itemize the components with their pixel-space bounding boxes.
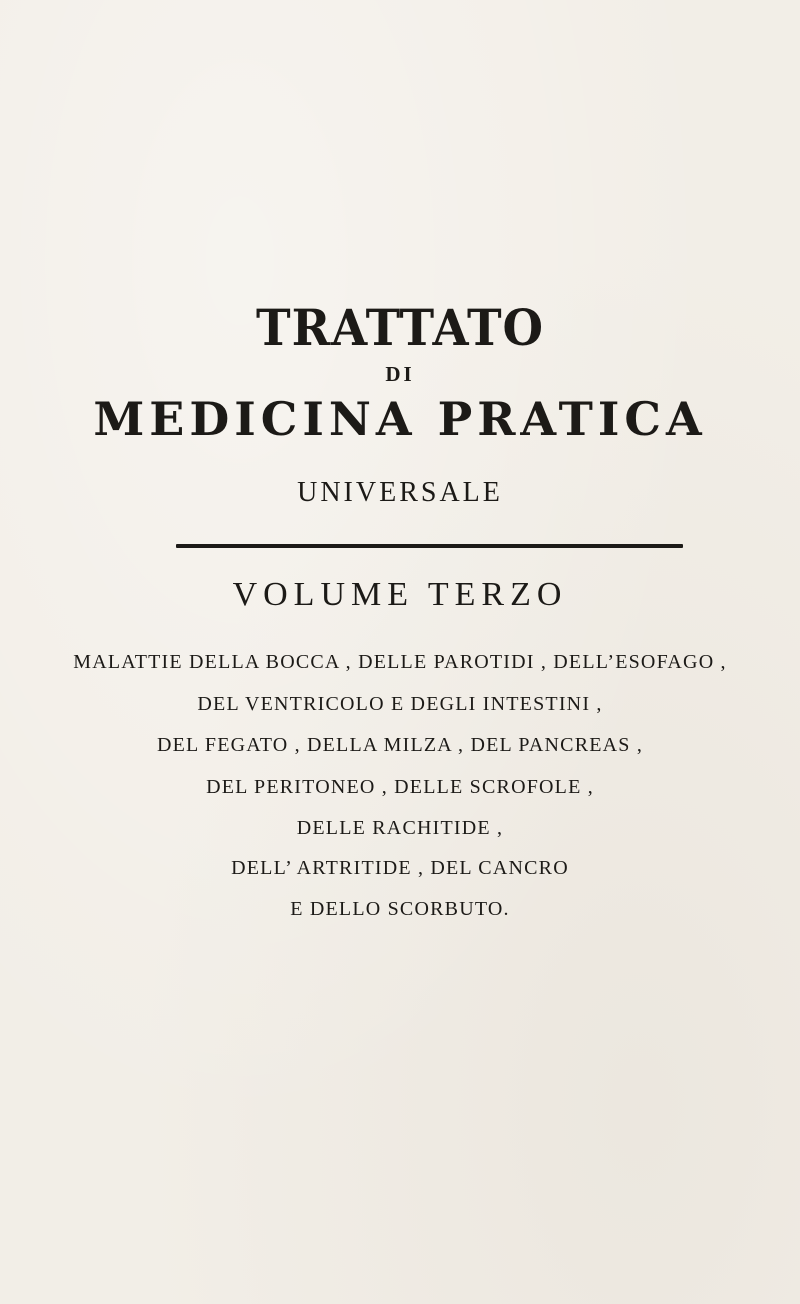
main-title: TRATTATO [256,298,544,357]
contents-line: DEL VENTRICOLO E DEGLI INTESTINI , [197,693,603,715]
subject-title: MEDICINA PRATICA [93,392,707,446]
title-preposition: DI [385,362,415,386]
contents-line: DELL’ ARTRITIDE , DEL CANCRO [231,857,569,879]
contents-line: DEL FEGATO , DELLA MILZA , DEL PANCREAS , [156,734,644,756]
subtitle-universale: UNIVERSALE [297,477,503,508]
horizontal-rule [176,544,683,548]
contents-line: E DELLO SCORBUTO. [290,898,510,920]
contents-line: DEL PERITONEO , DELLE SCROFOLE , [206,776,594,798]
contents-line: MALATTIE DELLA BOCCA , DELLE PAROTIDI , DELL’ESOFAGO , [73,651,727,673]
volume-heading: VOLUME TERZO [232,576,568,613]
contents-line: DELLE RACHITIDE , [296,817,504,839]
